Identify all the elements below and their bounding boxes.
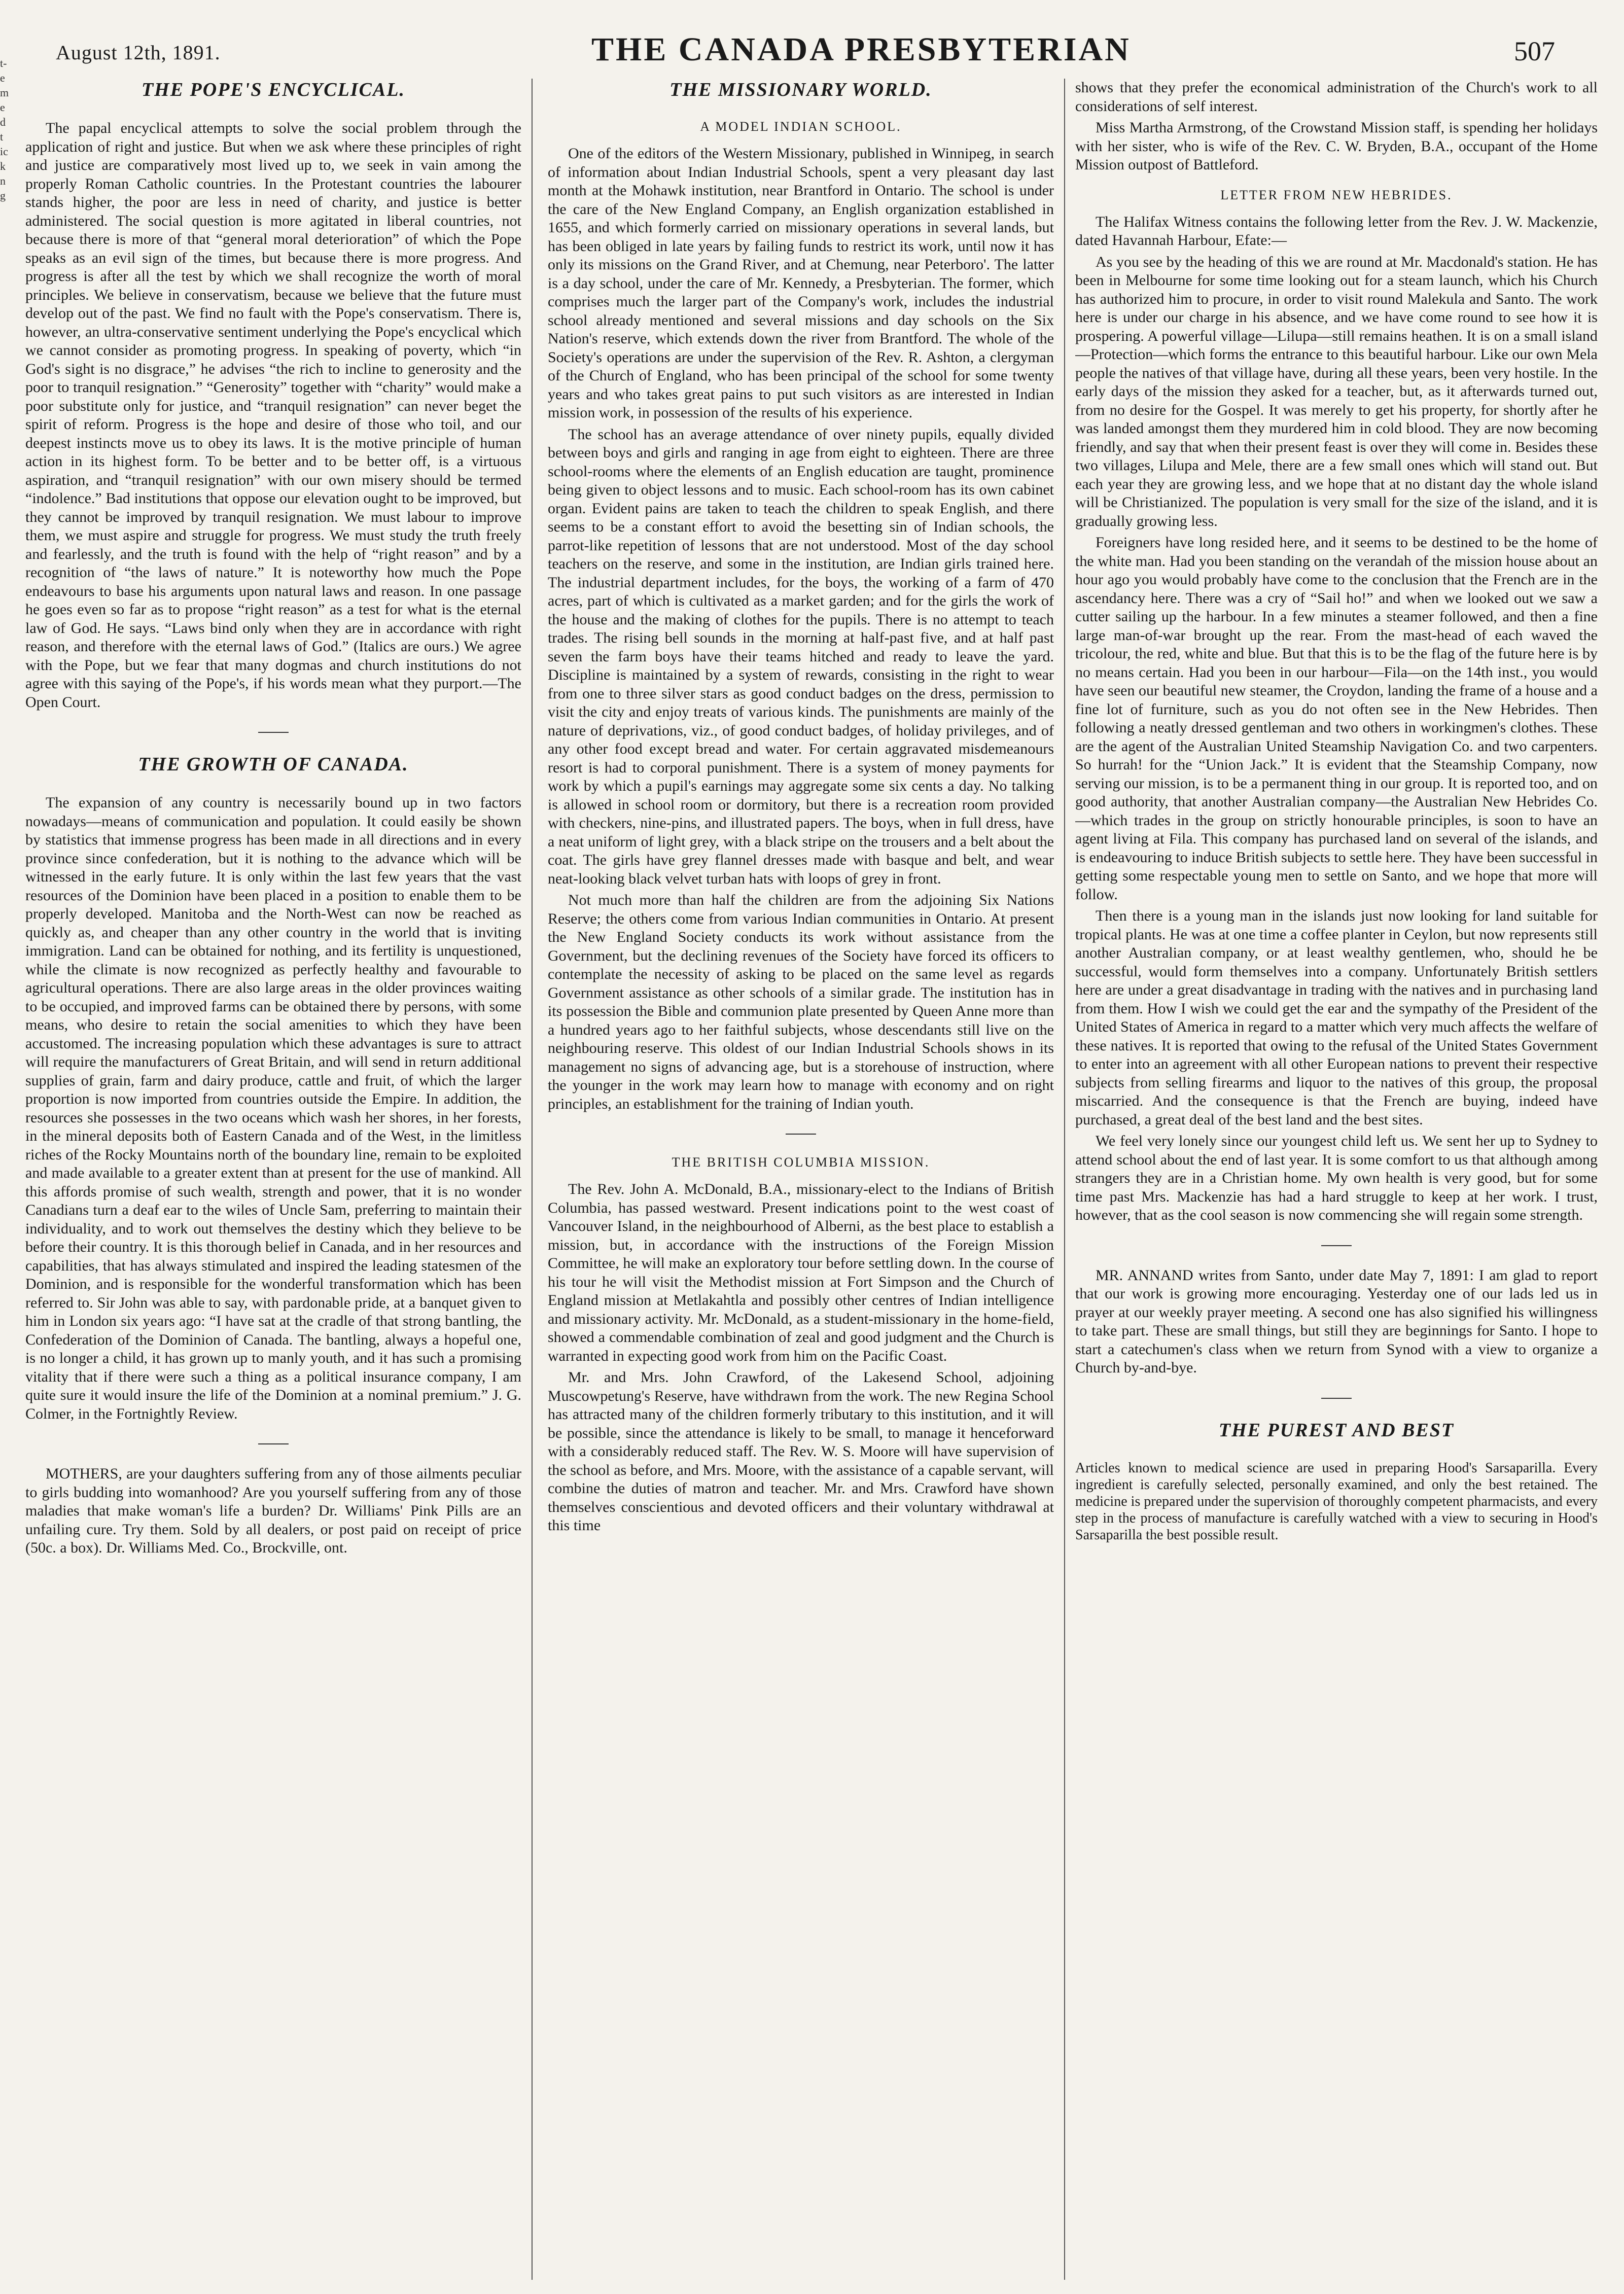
edge-letter: m [0,86,9,99]
article-title-missionary-world: THE MISSIONARY WORLD. [669,79,932,100]
article-title-purest: THE PUREST AND BEST [1218,1419,1455,1441]
edge-letter: k [0,160,6,172]
edge-letter: n [0,174,6,187]
column-middle [548,79,1065,2280]
page-header [0,0,1624,76]
edge-letter: ic [0,145,8,158]
paragraph: Articles known to medical science are used in preparing Hood's Sarsaparilla. Every ingredient is carefully selected, personally examined, and only the best retained. The medicine is prepared under the supervision of thoroughly competent pharmacists, and every step in the process of manufacture is carefully watched with a view to securing in Hood's Sarsaparilla the best possible result. [1075,1460,1598,1543]
divider [258,732,289,733]
paragraph: One of the editors of the Western Missionary, published in Winnipeg, in search of information about Indian Industrial Schools, spent a very pleasant day last month at the Mohawk institution, near Brantford in Ontario. The school is under the care of the New England Company, an English organization established in 1655, and which formerly carried on missionary operations in several lands, but has been obliged in late years by failing funds to restrict its work, until now it has only its missions on the Grand River, and at Chemung, near Peterboro'. The latter is a day school, under the care of Mr. Kennedy, a Presbyterian. The former, which comprises much the larger part of the Company's work, includes the industrial school already mentioned and several missions and day schools on the Six Nation's reserve, which extends down the river from Brantford. The whole of the Society's operations are under the supervision of the Rev. R. Ashton, a clergyman of the Church of England, who has been principal of the school for some twenty years and who takes great pains to put such visitors as are interested in Indian mission work, in possession of the results of his experience. [548,145,1054,421]
edge-letter: e [0,72,5,84]
paragraph: Not much more than half the children are from the adjoining Six Nations Reserve; the others come from various Indian communities in Ontario. At present the New England Society conducts its work without assistance from the Government, but the declining revenues of the Society have forced its officers to contemplate the necessity of asking to be placed on the same level as regards Government assistance as other schools of a similar grade. The institution has in its possession the Bible and communion plate presented by Queen Anne more than a hundred years ago to her faithful subjects, whose descendants still live on the neighbouring reserve. This oldest of our Indian Industrial Schools shows in its management no signs of advancing age, but is a storehouse of instruction, where the younger in the work may learn how to manage with economy and on right principles, an establishment for the training of Indian youth. [548,892,1054,1112]
paragraph: The Rev. John A. McDonald, B.A., missionary-elect to the Indians of British Columbia, has passed westward. Present indications point to the west coast of Vancouver Island, in the neighbourhood of Alberni, as the best place to establish a mission, but, in accordance with the instructions of the Foreign Mission Committee, he will make an exploratory tour before settling down. In the course of his tour he will visit the Methodist mission at Fort Simpson and the Church of England mission at Metlakahtla and possibly other centres of Indian intelligence and missionary activity. Mr. McDonald, as a student-missionary in the home-field, showed a commendable combination of zeal and good judgment and the Church is warranted in expecting good work from him on the Pacific Coast. [548,1181,1054,1364]
paragraph: Foreigners have long resided here, and it seems to be destined to be the home of the white man. Had you been standing on the verandah of the mission house about an hour ago you would probably have come to the conclusion that the French are in the ascendancy here. There was a cry of “Sail ho!” and when we looked out we saw a cutter sailing up the harbour. In a few minutes a steamer followed, and then a fine large man-of-war brought up the rear. From the mast-head of each waved the tricolour, the red, white and blue. But that this is to be the flag of the future here is by no means certain. Had you been in our harbour—Fila—on the 14th inst., you would have seen our beautiful new steamer, the Croydon, landing the frame of a house and a fine lot of furniture, such as you do not often see in the New Hebrides. Then following a neatly dressed gentleman and two others in workingmen's clothes. These are the agent of the Australian United Steamship Navigation Co. and two carpenters. So hurrah! for the “Union Jack.” It is evident that the Steamship Company, now serving our mission, is to be a permanent thing in our group. It is reported too, and on good authority, that another Australian company—the Australian New Hebrides Co.—which trades in the group on strictly honourable principles, is soon to have an agent living at Fila. This company has purchased land on several of the islands, and is endeavouring to induce British subjects to settle here. They have been successful in getting some respectable young men to settle on Santo, and we hope that more will follow. [1075,534,1598,903]
article-title-growth: THE GROWTH OF CANADA. [138,754,409,775]
edge-letter: d [0,116,6,128]
previous-page-edge [0,56,14,208]
sub-heading: LETTER FROM NEW HEBRIDES. [1220,187,1453,202]
edge-letter: t- [0,57,7,69]
paragraph: Mr. and Mrs. John Crawford, of the Lakesend School, adjoining Muscowpetung's Reserve, have withdrawn from the work. The new Regina School has attracted many of the children formerly tributary to this institution, and it will be possible, since the attendance is likely to be small, to manage it henceforward with a considerably reduced staff. The Rev. W. S. Moore will have supervision of the school as before, and Mrs. Moore, with the assistance of a capable servant, will combine the duties of matron and teacher. Mr. and Mrs. Crawford have shown themselves conscientious and devoted officers and their voluntary withdrawal at this time [548,1369,1054,1534]
sub-heading: A MODEL INDIAN SCHOOL. [700,119,902,134]
paragraph: The Halifax Witness contains the following letter from the Rev. J. W. Mackenzie, dated Havannah Harbour, Efate:— [1075,213,1598,249]
paragraph: shows that they prefer the economical administration of the Church's work to all considerations of self interest. [1075,79,1598,115]
advertisement-pink-pills: MOTHERS, are your daughters suffering from any of those ailments peculiar to girls budding into womanhood? Are you yourself suffering from any of those maladies that make woman's life a burden? Dr. Williams' Pink Pills are an unfailing cure. Try them. Sold by all dealers, or post paid on receipt of price (50c. a box). Dr. Williams Med. Co., Brockville, ont. [25,1465,521,1556]
page-number: 507 [1514,36,1555,66]
divider [1321,1398,1352,1399]
column-right [1075,79,1598,2280]
paragraph: MR. ANNAND writes from Santo, under date May 7, 1891: I am glad to report that our work is growing more encouraging. Yesterday one of our lads led us in prayer at our weekly prayer meeting. A second one has also signified his willingness to take part. These are small things, but still they are beginnings for Santo. I hope to start a catechumen's class when we return from Synod with a view to organize a Church by-and-bye. [1075,1266,1598,1376]
masthead-title: THE CANADA PRESBYTERIAN [591,31,1131,68]
column-left [25,79,533,2280]
edge-letter: e [0,101,5,114]
paragraph: The school has an average attendance of over ninety pupils, equally divided between boys and girls and ranging in age from eight to eighteen. There are three school-rooms where the elements of an English education are taught, prominence being given to object lessons and to music. Each school-room has its own cabinet organ. Evident pains are taken to teach the children to speak English, and there seems to be a constant effort to avoid the besetting sin of Indian schools, the parrot-like repetition of lessons that are not understood. Most of the day school teachers on the reserve, and some in the institution, are Indian girls trained here. The industrial department includes, for the boys, the working of a farm of 470 acres, part of which is cultivated as a market garden; and for the girls the work of the house and the making of clothes for the pupils. There is no attempt to teach trades. The rising bell sounds in the morning at half-past five, and at half past seven the farm boys have their teams hitched and ready to leave the yard. Discipline is maintained by a system of rewards, consisting in the right to wear from one to three silver stars as good conduct badges on the dress, permission to visit the city and enjoy treats of various kinds. The punishments are mainly of the nature of deprivations, viz., of good conduct badges, of holiday privileges, and of any other food except bread and water. For certain aggravated misdemeanours resort is had to corporal punishment. There is a system of money payments for work by which a pupil's earnings may aggregate some six cents a day. No talking is allowed in school room or dormitory, but there is a recreation room provided with checkers, nine-pins, and illustrated papers. The boys, when in full dress, have a neat uniform of light grey, with a black stripe on the trousers and a belt about the coat. The girls have grey flannel dresses made with basque and belt, and wear neat-looking black velvet turban hats with loops of grey in front. [548,426,1054,887]
paragraph: We feel very lonely since our youngest child left us. We sent her up to Sydney to attend school about the end of last year. It is some comfort to us that although among strangers they are in a Christian home. My own health is very good, but for some time past Mrs. Mackenzie has had a hard struggle to keep at her work. I trust, however, that as the cool season is now commencing she will regain some strength. [1075,1133,1598,1223]
edge-letter: g [0,189,6,202]
advertisement-hoods [1075,1419,1598,1543]
paragraph: Then there is a young man in the islands just now looking for land suitable for tropical plants. He was at one time a coffee planter in Ceylon, but now represents still another Australian company, or at least wealthy gentlemen, who, should he be successful, would form themselves into a company. Unfortunately British settlers here are under a great disadvantage in trading with the natives and in purchasing land from them. How I wish we could get the ear and the sympathy of the President of the United States of America in regard to a matter which very much affects the welfare of these natives. It is reported that owing to the refusal of the United States Government to enter into an agreement with all other European nations to prevent their respective subjects from selling firearms and liquor to the natives of this group, the proposal miscarried. And the consequence is that the French are buying, indeed have purchased, a great deal of the best land and the best sites. [1075,907,1598,1128]
divider [258,1443,289,1444]
paragraph: As you see by the heading of this we are round at Mr. Macdonald's station. He has been in Melbourne for some time looking out for a steam launch, which his Church has authorized him to procure, in order to visit round Malekula and Santo. The work here is under our charge in his absence, and we have come round to see how it is prospering. A powerful village—Lilupa—still remains heathen. It is on a small island—Protection—which forms the entrance to this beautiful harbour. Like our own Mela people the natives of that village have, during all these years, been very hostile. In the early days of the mission they asked for a teacher, but, as it afterwards turned out, from no desire for the Gospel. It was merely to get his property, for shortly after he was landed amongst them they murdered him in cold blood. They are now becoming friendly, and say that when their present feast is over they will come in. Besides these two villages, Lilupa and Mele, there are a few small ones which will stand out. But each year they are growing less, and we hope that at no distant day the whole island will be Christianized. The population is very small for the size of the island, and it is gradually growing less. [1075,253,1598,530]
divider [1321,1245,1352,1246]
sub-heading: THE BRITISH COLUMBIA MISSION. [672,1155,930,1170]
paragraph: The papal encyclical attempts to solve the social problem through the application of right and justice. But when we ask where these principles of right and justice are comparatively most lived up to, we seek in vain among the properly Roman Catholic countries. In the Protestant countries the labourer stands higher, the poor are less in need of charity, and justice is better administered. The social question is more agitated in liberal countries, not because there is more of that “general moral deterioration” of which the Pope speaks as an evil sign of the times, but because there is more progress. And progress is after all the test by which we shall recognize the worth of moral principles. We believe in conservatism, because we believe that the future must develop out of the past. We find no fault with the Pope's conservatism. There is, however, an ultra-conservative sentiment underlying the Pope's encyclical which we cannot consider as promoting progress. In speaking of poverty, which “in God's sight is no disgrace,” he advises “the rich to incline to generosity and the poor to tranquil resignation.” “Generosity” together with “charity” would make a poor substitute only for justice, and “tranquil resignation” can never beget the spirit of reform. Progress is the hope and desire of those who toil, and our deepest instincts move us to obey its laws. It is the motive principle of human action in its highest form. To be better and to be better off, is a virtuous aspiration, and “tranquil resignation” with our own misery should be termed “indolence.” Bad institutions that oppose our elevation ought to be improved, but they cannot be improved by tranquil resignation. We must labour to improve them, we must aspire and struggle for progress. We must study the truth freely and fearlessly, and the truth is found with the help of “right reason” and by a recognition of “the laws of nature.” It is noteworthy how much the Pope endeavours to base his arguments upon natural laws and reason. In one passage he goes even so far as to propose “right reason” as a test for what is the eternal law of God. He says. “Laws bind only when they are in accordance with right reason, and therefore with the eternal laws of God.” (Italics are ours.) We agree with the Pope, but we fear that many dogmas and church institutions do not agree with this saying of the Pope's, if his words mean what they purport.—The Open Court. [25,120,521,711]
edge-letter: t [0,130,4,143]
divider [786,1134,816,1135]
article-title-encyclical: THE POPE'S ENCYCLICAL. [141,79,406,100]
paragraph: Miss Martha Armstrong, of the Crowstand Mission staff, is spending her holidays with her sister, who is wife of the Rev. C. W. Bryden, B.A., occupant of the Home Mission outpost of Battleford. [1075,119,1598,173]
issue-date: August 12th, 1891. [56,41,221,64]
paragraph: The expansion of any country is necessarily bound up in two factors nowadays—means of communication and population. It could easily be shown by statistics that immense progress has been made in all directions and in every province since confederation, but it is nothing to the advance which will be witnessed in the early future. It is only within the last few years that the vast resources of the Dominion have been placed in a position to enable them to be properly developed. Manitoba and the North-West can now be reached as quickly as, and cheaper than any other country in the world that is inviting immigration. Land can be obtained for nothing, and its fertility is unquestioned, while the climate is now recognized as perfectly healthy and favourable to agricultural operations. There are also large areas in the older provinces waiting to be occupied, and improved farms can be obtained there by persons, with some means, who desire to retain the social amenities to which they have been accustomed. The increasing population which these advantages is sure to attract will require the manufacturers of Great Britain, and will send in return additional supplies of grain, farm and dairy produce, cattle and fruit, of which the larger proportion is now imported from countries outside the Empire. In addition, the resources she possesses in the two oceans which wash her shores, in her forests, in the mineral deposits both of Eastern Canada and of the West, in the limitless riches of the Rocky Mountains north of the boundary line, remain to be exploited and made available to a greater extent than at present for the use of mankind. All this affords promise of such wealth, strength and power, that it is no wonder Canadians turn a deaf ear to the wiles of Uncle Sam, preferring to maintain their individuality, and to work out themselves the destiny which they believe to be before their country. It is this thorough belief in Canada, and in her resources and capabilities, that has always stimulated and inspired the leading statesmen of the Dominion, and is responsible for the wonderful transformation which has been referred to. Sir John was able to say, with pardonable pride, at a banquet given to him in London six years ago: “I have sat at the cradle of that strong bantling, the Confederation of the Dominion of Canada. The bantling, always a hopeful one, is no longer a child, it has grown up to manly youth, and it has such a promising vitality that if there were such a thing as a political insurance company, I am quite sure it would insure the life of the Dominion at a nominal premium.” J. G. Colmer, in the Fortnightly Review. [25,794,521,1422]
